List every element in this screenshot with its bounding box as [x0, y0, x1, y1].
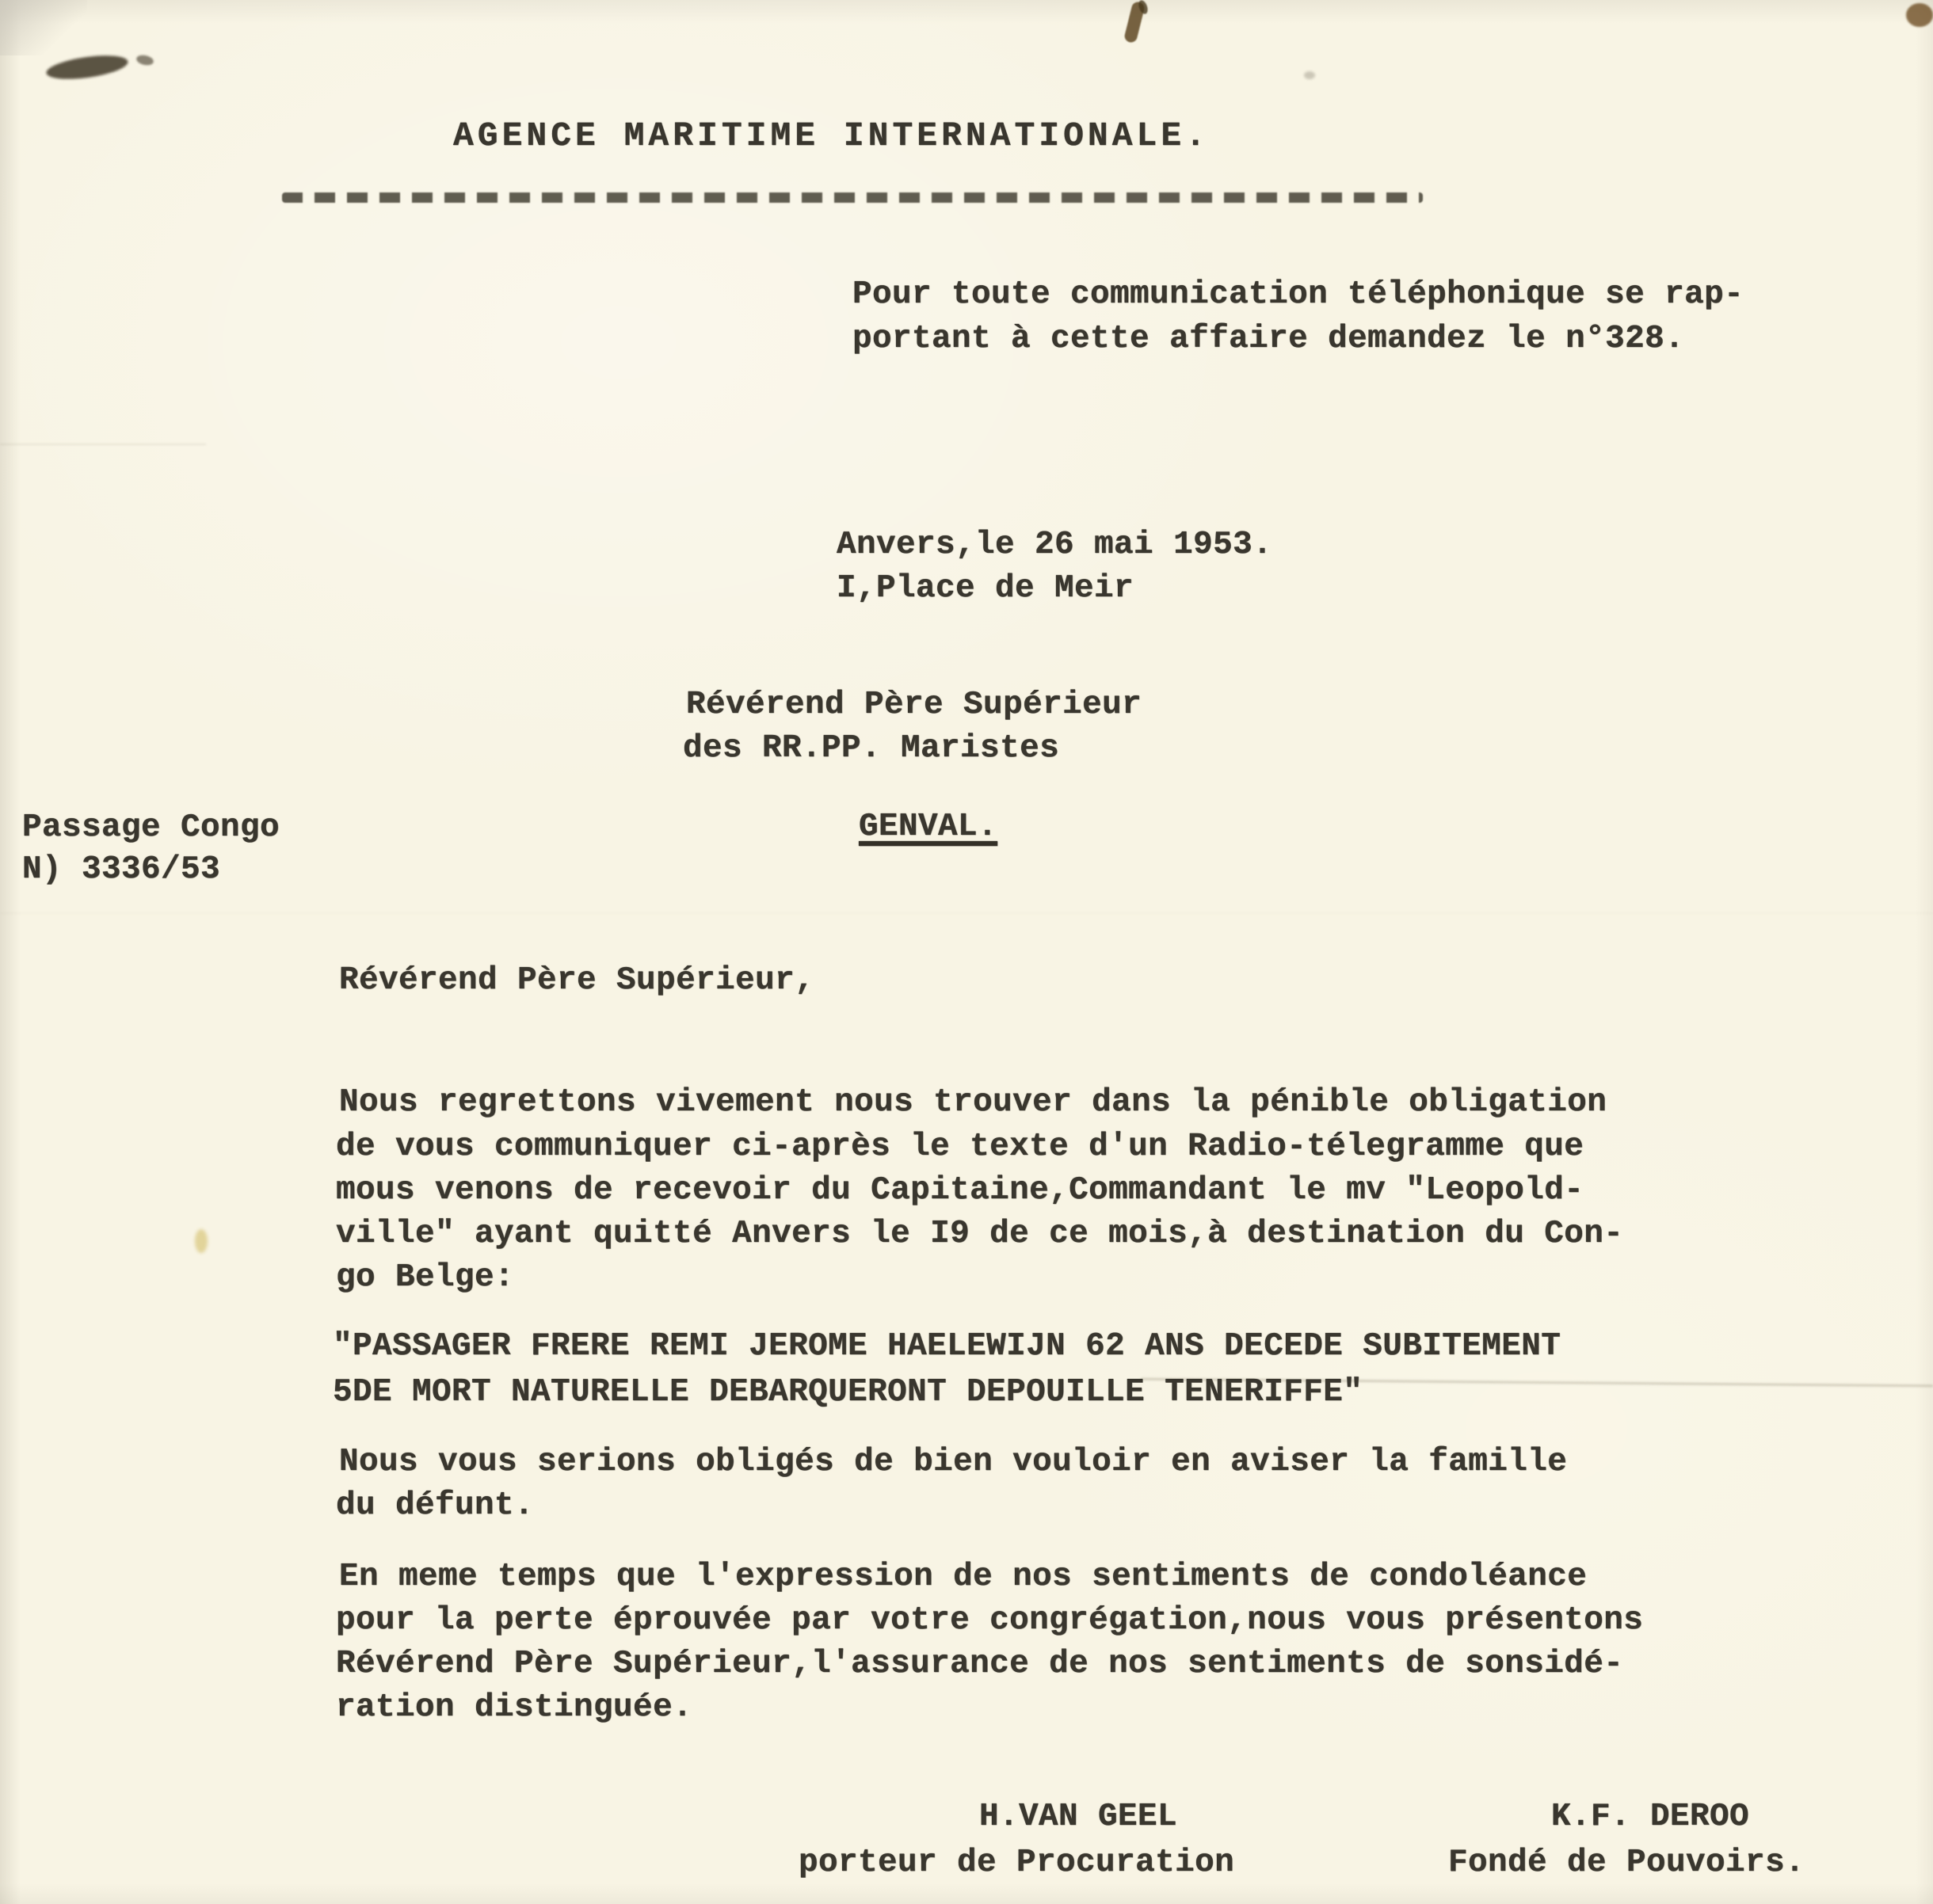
letterhead-rule	[282, 192, 1423, 203]
paragraph2-line-1: Nous vous serions obligés de bien vouloir en aviser la famille	[339, 1444, 1568, 1480]
paragraph3-line-4: ration distinguée.	[336, 1689, 693, 1726]
ink-smudge-top-left-dot	[135, 54, 154, 67]
salutation: Révérend Père Supérieur,	[339, 962, 815, 999]
signature-right-title: Fondé de Pouvoirs.	[1448, 1845, 1805, 1881]
yellow-stain	[195, 1229, 208, 1253]
letterhead-title: AGENCE MARITIME INTERNATIONALE.	[453, 116, 1210, 155]
paragraph2-line-2: du défunt.	[336, 1487, 535, 1524]
paragraph3-line-3: Révérend Père Supérieur,l'assurance de nos sentiments de sonsidé-	[336, 1646, 1624, 1682]
crease-left	[0, 444, 206, 445]
signature-right-name: K.F. DEROO	[1551, 1799, 1750, 1835]
paragraph3-line-2: pour la perte éprouvée par votre congrégation,nous vous présentons	[336, 1602, 1644, 1639]
paragraph1-line-1: Nous regrettons vivement nous trouver dans la pénible obligation	[339, 1084, 1607, 1121]
recipient-line-1: Révérend Père Supérieur	[686, 687, 1142, 723]
faint-dot-top	[1304, 71, 1315, 79]
signature-left-name: H.VAN GEEL	[979, 1799, 1178, 1835]
dateline-address: I,Place de Meir	[837, 570, 1134, 607]
dateline-place-date: Anvers,le 26 mai 1953.	[837, 527, 1273, 563]
paragraph1-line-2: de vous communiquer ci-après le texte d'un Radio-télegramme que	[336, 1129, 1584, 1165]
paragraph3-line-1: En meme temps que l'expression de nos sentiments de condoléance	[339, 1559, 1588, 1595]
signature-left-title: porteur de Procuration	[799, 1845, 1235, 1881]
paragraph1-line-3: mous venons de recevoir du Capitaine,Commandant le mv "Leopold-	[336, 1172, 1584, 1209]
corner-stain-top-right	[1906, 3, 1933, 27]
reference-line-1: Passage Congo	[22, 809, 280, 846]
recipient-city: GENVAL.	[859, 809, 998, 845]
ink-smudge-top-left	[45, 51, 130, 83]
recipient-line-2: des RR.PP. Maristes	[683, 730, 1060, 767]
paragraph1-line-4: ville" ayant quitté Anvers le I9 de ce mois,à destination du Con-	[336, 1216, 1624, 1252]
telegram-line-1: "PASSAGER FRERE REMI JEROME HAELEWIJN 62 ANS DECEDE SUBITEMENT	[333, 1328, 1561, 1365]
paragraph1-line-5: go Belge:	[336, 1259, 515, 1296]
phone-note-line-2: portant à cette affaire demandez le n°328.	[852, 321, 1685, 357]
scan-corner-shade	[0, 0, 87, 55]
phone-note-line-1: Pour toute communication téléphonique se rap-	[852, 276, 1744, 313]
crease-mid	[0, 912, 1933, 914]
telegram-line-2: 5DE MORT NATURELLE DEBARQUERONT DEPOUILLE TENERIFFE"	[333, 1374, 1363, 1411]
reference-line-2: N) 3336/53	[22, 851, 221, 888]
